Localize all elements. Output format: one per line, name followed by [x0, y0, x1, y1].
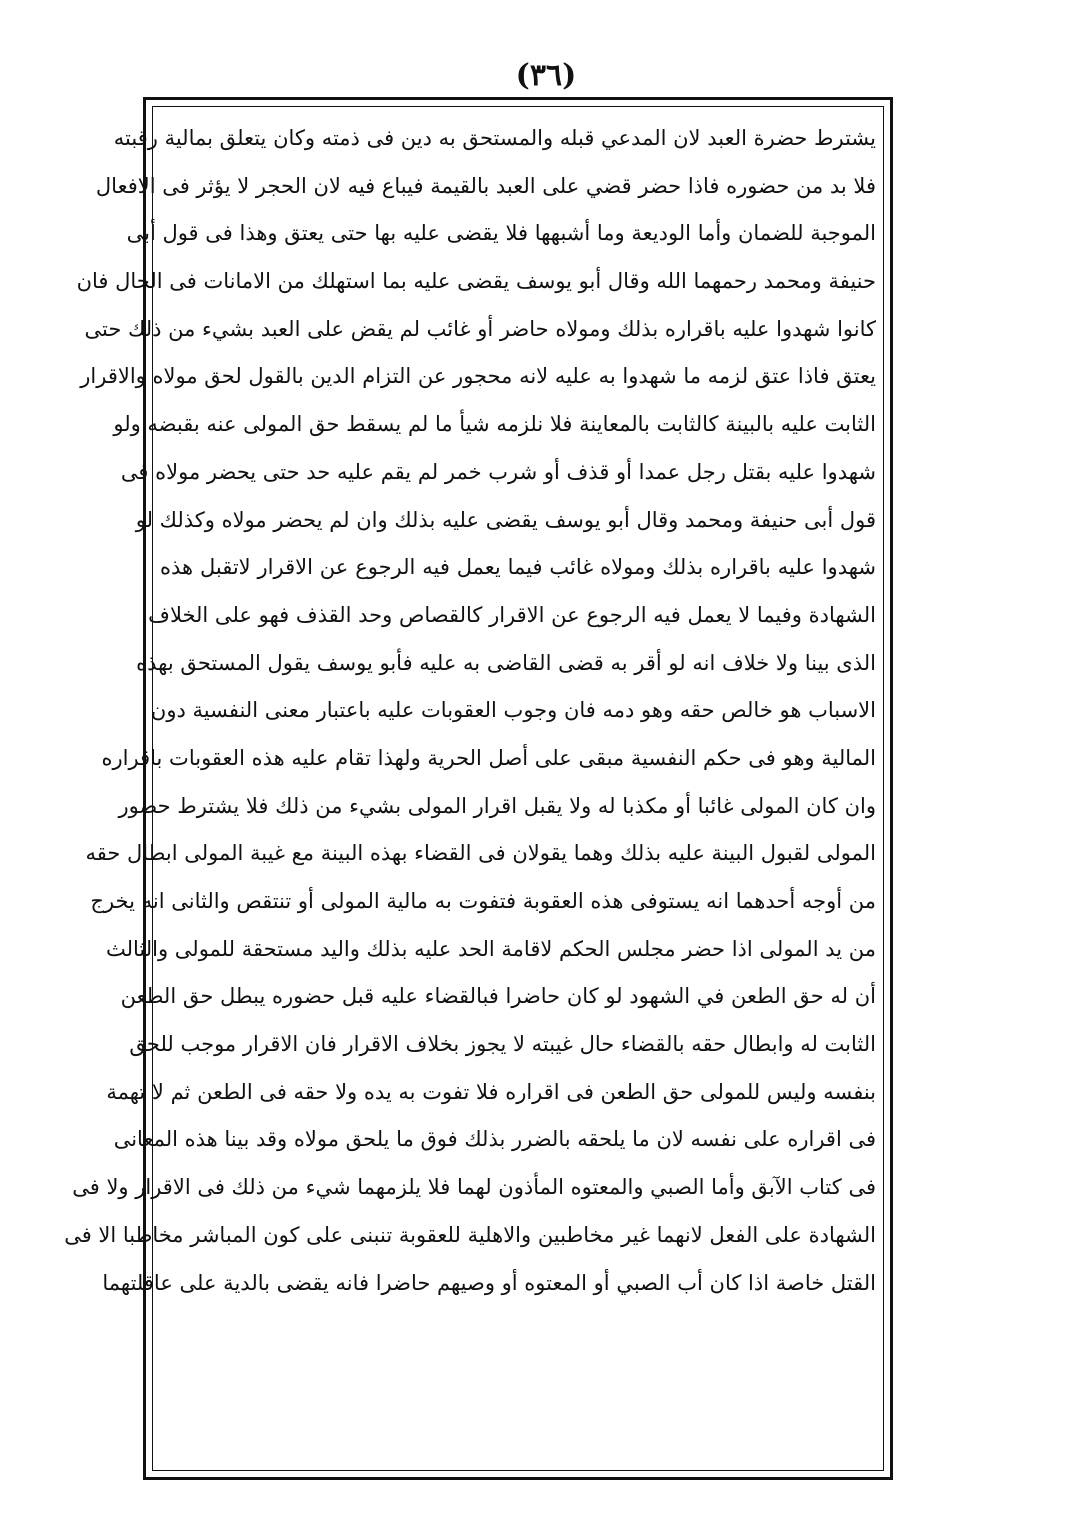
text-line: الشهادة على الفعل لانهما غير مخاطبين والاهلية للعقوبة تنبنى على كون المباشر مخاطبا الا فى: [64, 1222, 876, 1247]
text-line: قول أبى حنيفة ومحمد وقال أبو يوسف يقضى عليه بذلك وان لم يحضر مولاه وكذلك لو: [135, 507, 876, 532]
text-line: الشهادة وفيما لا يعمل فيه الرجوع عن الاقرار كالقصاص وحد القذف فهو على الخلاف: [148, 602, 876, 627]
text-line: حنيفة ومحمد رحمهما الله وقال أبو يوسف يقضى عليه بما استهلك من الامانات فى الحال فان: [76, 269, 876, 294]
text-line: الثابت له وابطال حقه بالقضاء حال غيبته لا يجوز بخلاف الاقرار فان الاقرار موجب للحق: [129, 1032, 876, 1057]
text-line: شهدوا عليه باقراره بذلك ومولاه غائب فيما يعمل فيه الرجوع عن الاقرار لاتقبل هذه: [160, 555, 876, 580]
text-line: فلا بد من حضوره فاذا حضر قضي على العبد بالقيمة فيباع فيه لان الحجر لا يؤثر فى الافعال: [95, 173, 876, 198]
body-text: [64, 115, 876, 1307]
text-line: أن له حق الطعن في الشهود لو كان حاضرا فبالقضاء عليه قبل حضوره يبطل حق الطعن: [120, 984, 876, 1009]
text-line: المالية وهو فى حكم النفسية مبقى على أصل الحرية ولهذا تقام عليه هذه العقوبات باقراره: [101, 745, 876, 770]
text-line: القتل خاصة اذا كان أب الصبي أو المعتوه أو وصيهم حاضرا فانه يقضى بالدية على عاقلتهما: [102, 1270, 876, 1295]
text-line: فى كتاب الآبق وأما الصبي والمعتوه المأذون لهما فلا يلزمهما شيء من ذلك فى الاقرار ولا فى: [72, 1175, 876, 1200]
text-line: شهدوا عليه بقتل رجل عمدا أو قذف أو شرب خمر لم يقم عليه حد حتى يحضر مولاه فى: [120, 459, 876, 484]
text-line: وان كان المولى غائبا أو مكذبا له ولا يقبل اقرار المولى بشيء من ذلك فلا يشترط حضور: [118, 793, 876, 818]
text-line: فى اقراره على نفسه لان ما يلحقه بالضرر بذلك فوق ما يلحق مولاه وقد بينا هذه المعانى: [113, 1127, 876, 1152]
text-line: الاسباب هو خالص حقه وهو دمه فان وجوب العقوبات عليه باعتبار معنى النفسية دون: [150, 698, 876, 723]
text-line: الثابت عليه بالبينة كالثابت بالمعاينة فلا نلزمه شيأ ما لم يسقط حق المولى عنه بقبضه ولو: [113, 412, 876, 437]
text-line: يعتق فاذا عتق لزمه ما شهدوا به عليه لانه محجور عن التزام الدين بالقول لحق مولاه والاقرار: [80, 364, 876, 389]
text-line: المولى لقبول البينة عليه بذلك وهما يقولان فى القضاء بهذه البينة مع غيبة المولى ابطال حقه: [85, 841, 876, 866]
text-line: كانوا شهدوا عليه باقراره بذلك ومولاه حاضر أو غائب لم يقض على العبد بشيء من ذلك حتى: [84, 316, 876, 341]
text-line: بنفسه وليس للمولى حق الطعن فى اقراره فلا تفوت به يده ولا حقه فى الطعن ثم لا تهمة: [106, 1079, 876, 1104]
text-line: من يد المولى اذا حضر مجلس الحكم لاقامة الحد عليه بذلك واليد مستحقة للمولى والثالث: [105, 936, 876, 961]
page-number: (٣٦): [515, 58, 577, 93]
text-line: يشترط حضرة العبد لان المدعي قبله والمستحق به دين فى ذمته وكان يتعلق بمالية رقبته: [113, 126, 876, 150]
text-line: من أوجه أحدهما انه يستوفى هذه العقوبة فتفوت به مالية المولى أو تنتقص والثانى انه يخرج: [90, 889, 876, 913]
text-line: الذى بينا ولا خلاف انه لو أقر به قضى القاضى به عليه فأبو يوسف يقول المستحق بهذه: [136, 650, 876, 675]
text-line: الموجبة للضمان وأما الوديعة وما أشبهها فلا يقضى عليه بها حتى يعتق وهذا فى قول أبى: [126, 221, 876, 246]
